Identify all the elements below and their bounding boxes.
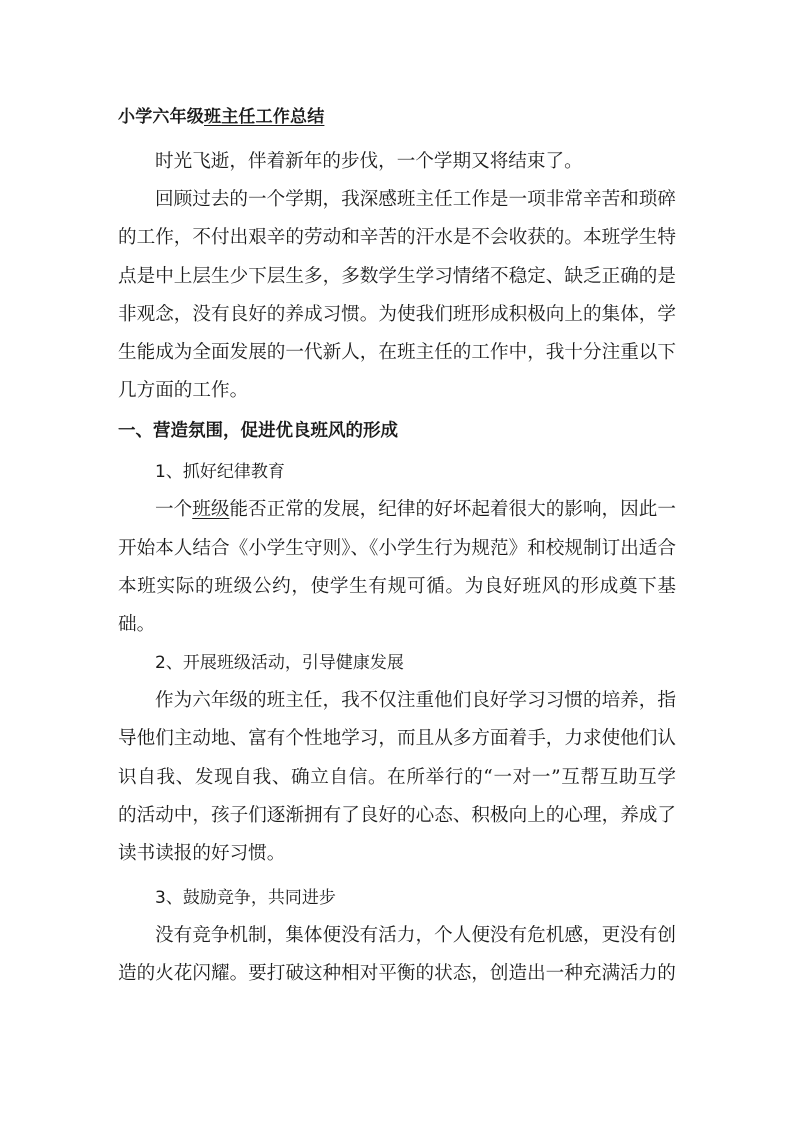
title-prefix: 小学六年级 xyxy=(118,107,204,127)
item-2-heading: 2、开展班级活动，引导健康发展 xyxy=(155,653,404,674)
item-1-heading: 1、抓好纪律教育 xyxy=(155,462,285,483)
item-2-paragraph: 作为六年级的班主任，我不仅注重他们良好学习习惯的培养，指导他们主动地、富有个性地学习，而且从多方面着手，力求使他们认识自我、发现自我、确立自信。在所举行的“一对一”互帮互助互学的活动中，孩子们逐渐拥有了良好的心态、积极向上的心理，养成了读书读报的好习惯。 xyxy=(118,690,676,865)
item-1-underlined-term: 班级 xyxy=(192,499,230,521)
item-3-heading: 3、鼓励竞争，共同进步 xyxy=(155,888,336,909)
overview-paragraph: 回顾过去的一个学期，我深感班主任工作是一项非常辛苦和琐碎的工作，不付出艰辛的劳动和辛苦的汗水是不会收获的。本班学生特点是中上层生少下层生多，多数学生学习情绪不稳定、缺乏正确的是非观念，没有良好的养成习惯。为使我们班形成积极向上的集体，学生能成为全面发展的一代新人，在班主任的工作中，我十分注重以下几方面的工作。 xyxy=(118,189,676,402)
section-1-heading: 一、营造氛围，促进优良班风的形成 xyxy=(118,421,398,442)
item-1-text-after: 能否正常的发展，纪律的好坏起着很大的影响，因此一开始本人结合《小学生守则》、《小学生行为规范》和校规制订出适合本班实际的班级公约，使学生有规可循。为良好班风的形成奠下基础。 xyxy=(118,499,676,636)
item-3-paragraph: 没有竞争机制，集体便没有活力，个人便没有危机感，更没有创造的火花闪耀。要打破这种相对平衡的状态，创造出一种充满活力的 xyxy=(118,925,676,985)
document-page xyxy=(118,103,676,994)
item-1-paragraph xyxy=(118,491,676,644)
item-1-text-before: 一个 xyxy=(155,499,193,521)
intro-paragraph: 时光飞逝，伴着新年的步伐，一个学期又将结束了。 xyxy=(155,151,583,172)
document-title xyxy=(118,103,676,131)
title-underlined: 班主任工作总结 xyxy=(204,107,325,127)
